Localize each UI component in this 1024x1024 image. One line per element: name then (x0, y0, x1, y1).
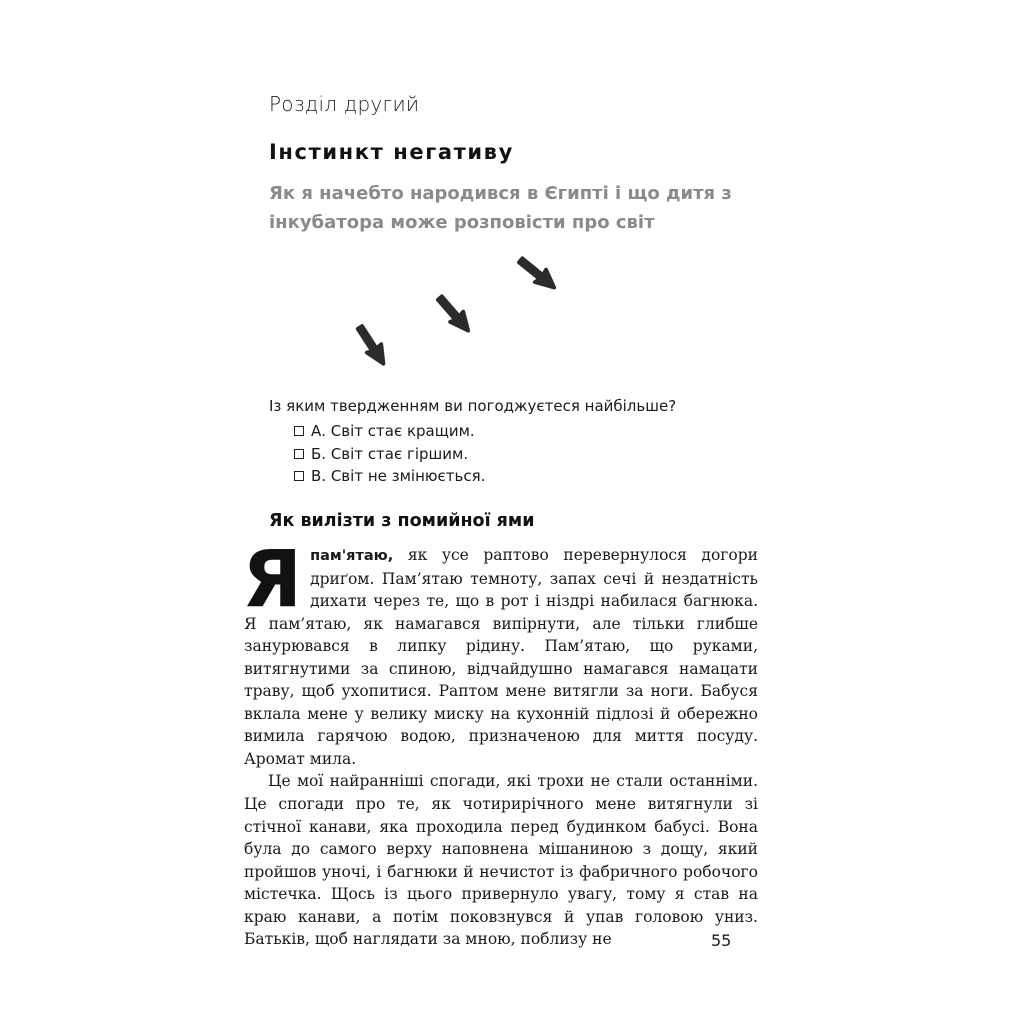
quiz-option (294, 443, 485, 466)
quiz-option (294, 420, 485, 443)
quiz-option-label: А. Світ стає кращим. (311, 422, 475, 441)
quiz-option-label: Б. Світ стає гіршим. (311, 444, 469, 463)
chapter-subtitle: Як я начебто народився в Єгипті і що дитя з інкубатора може розповісти про світ (269, 183, 732, 233)
quiz-options (294, 420, 485, 488)
checkbox-icon (294, 426, 304, 436)
body-text (242, 535, 758, 951)
paragraph-text: як усе раптово перевернулося догори дриґом. Пам’ятаю темноту, запах сечі й нездатність дихати через те, що в рот і ніздрі набилася багнюка. Я пам’ятаю, як намагався випірнути, але тільки глибше занурювався в липку рідину. Пам’ятаю, що руками, витягнутими за спиною, відчайдушно намагався намацати траву, щоб ухопитися. Раптом мене витягли за ноги. Бабуся вклала мене у велику миску на кухонній підлозі й обережно вимила гарячою водою, призначеною для миття посуду. Аромат мила. (244, 546, 758, 768)
arrow-down-right-icon (436, 296, 471, 331)
checkbox-icon (294, 449, 304, 459)
arrow-down-right-icon (352, 325, 391, 364)
quiz-option-label: В. Світ не змінюється. (311, 467, 486, 486)
paragraph: Це мої найранніші спогади, які трохи не стали останніми. Це спогади про те, як чотирирічного мене витягнули зі стічної канави, яка проходила перед будинком бабусі. Вона була до самого верху наповнена мішаниною з дощу, який пройшов уночі, і багнюки й нечистот із фабричного робочого містечка. Щось із цього привернуло увагу, тому я став на краю канави, а потім поковзнувся й упав головою униз. Батьків, щоб наглядати за мною, поблизу не (244, 772, 758, 949)
lead-word: пам'ятаю, (310, 548, 394, 564)
quiz-question: Із яким твердженням ви погоджуєтеся найбільше? (269, 397, 677, 415)
arrows-illustration (340, 245, 580, 375)
page-number: 55 (711, 931, 732, 950)
paragraph (242, 535, 758, 770)
chapter-title: Інстинкт негативу (269, 140, 514, 164)
section-heading: Як вилізти з помийної ями (269, 511, 535, 531)
arrow-down-right-icon (519, 255, 555, 291)
checkbox-icon (294, 471, 304, 481)
chapter-label: Розділ другий (269, 92, 420, 116)
drop-cap: Я (242, 535, 303, 625)
quiz-option (294, 465, 485, 488)
